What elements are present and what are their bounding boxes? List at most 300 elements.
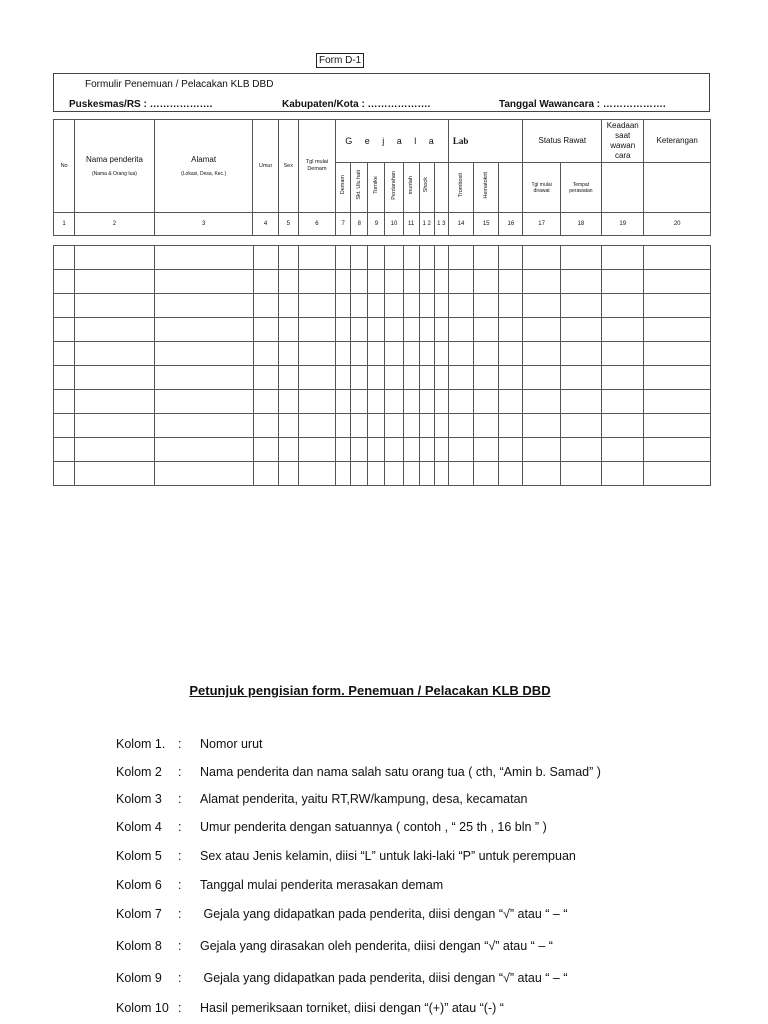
entry-cell[interactable] bbox=[602, 390, 644, 414]
entry-cell[interactable] bbox=[368, 246, 385, 270]
gejala-col-perdarahan: Perdarahan bbox=[385, 163, 403, 213]
entry-cell[interactable] bbox=[644, 342, 711, 366]
entry-cell[interactable] bbox=[560, 438, 601, 462]
entry-cell[interactable] bbox=[336, 414, 351, 438]
entry-cell[interactable] bbox=[253, 294, 278, 318]
entry-cell[interactable] bbox=[75, 342, 155, 366]
entry-cell[interactable] bbox=[419, 246, 434, 270]
col-number: 2 bbox=[75, 213, 155, 236]
entry-cell[interactable] bbox=[278, 342, 298, 366]
entry-cell[interactable] bbox=[54, 342, 75, 366]
entry-cell[interactable] bbox=[351, 414, 368, 438]
status-rawat-header: Status Rawat bbox=[523, 120, 602, 163]
entry-cell[interactable] bbox=[351, 294, 368, 318]
entry-cell[interactable] bbox=[403, 318, 419, 342]
form-code-label: Form D-1 bbox=[316, 53, 364, 68]
entry-cell[interactable] bbox=[499, 462, 523, 486]
entry-cell[interactable] bbox=[351, 438, 368, 462]
entry-cell[interactable] bbox=[385, 390, 403, 414]
entry-cell[interactable] bbox=[351, 342, 368, 366]
entry-cell[interactable] bbox=[448, 318, 473, 342]
entry-cell[interactable] bbox=[298, 318, 335, 342]
gejala-col-blank bbox=[434, 163, 448, 213]
col-alamat-subtitle: (Lokasi, Desa, Kec.) bbox=[181, 171, 227, 177]
entry-cell[interactable] bbox=[474, 414, 499, 438]
entry-cell[interactable] bbox=[298, 246, 335, 270]
entry-cell[interactable] bbox=[336, 246, 351, 270]
entry-cell[interactable] bbox=[298, 462, 335, 486]
entry-cell[interactable] bbox=[560, 246, 601, 270]
entry-cell[interactable] bbox=[385, 438, 403, 462]
entry-cell[interactable] bbox=[644, 246, 711, 270]
entry-cell[interactable] bbox=[298, 294, 335, 318]
entry-cell[interactable] bbox=[499, 390, 523, 414]
entry-cell[interactable] bbox=[523, 462, 560, 486]
gejala-col-demam: Demam bbox=[336, 163, 351, 213]
instruction-kolom: Kolom 10 bbox=[116, 1001, 169, 1015]
entry-cell[interactable] bbox=[560, 462, 601, 486]
entry-cell[interactable] bbox=[368, 342, 385, 366]
entry-cell[interactable] bbox=[434, 246, 448, 270]
entry-cell[interactable] bbox=[368, 414, 385, 438]
entry-cell[interactable] bbox=[253, 462, 278, 486]
entry-cell[interactable] bbox=[602, 366, 644, 390]
kabupaten-field[interactable]: Kabupaten/Kota : ………………. bbox=[282, 99, 431, 110]
entry-cell[interactable] bbox=[336, 294, 351, 318]
keterangan-sub-blank bbox=[644, 163, 711, 213]
entry-cell[interactable] bbox=[368, 270, 385, 294]
table-row bbox=[54, 270, 711, 294]
table-row bbox=[54, 414, 711, 438]
table-row bbox=[54, 462, 711, 486]
entry-cell[interactable] bbox=[336, 462, 351, 486]
entry-cell[interactable] bbox=[602, 342, 644, 366]
entry-cell[interactable] bbox=[560, 414, 601, 438]
entry-cell[interactable] bbox=[75, 366, 155, 390]
entry-cell[interactable] bbox=[403, 366, 419, 390]
entry-cell[interactable] bbox=[602, 462, 644, 486]
entry-cell[interactable] bbox=[448, 246, 473, 270]
entry-cell[interactable] bbox=[368, 318, 385, 342]
table-row bbox=[54, 294, 711, 318]
instruction-row bbox=[116, 737, 263, 751]
entry-cell[interactable] bbox=[602, 318, 644, 342]
instruction-row bbox=[116, 792, 527, 806]
entry-cell[interactable] bbox=[278, 270, 298, 294]
entry-cell[interactable] bbox=[154, 270, 253, 294]
instruction-text: Gejala yang didapatkan pada penderita, diisi dengan “√” atau “ – “ bbox=[200, 907, 568, 921]
entry-cell[interactable] bbox=[253, 438, 278, 462]
entry-cell[interactable] bbox=[403, 390, 419, 414]
entry-cell[interactable] bbox=[434, 294, 448, 318]
col-number: 17 bbox=[523, 213, 560, 236]
entry-cell[interactable] bbox=[403, 414, 419, 438]
entry-cell[interactable] bbox=[336, 438, 351, 462]
col-number: 10 bbox=[385, 213, 403, 236]
entry-cell[interactable] bbox=[602, 294, 644, 318]
col-number: 1 2 bbox=[419, 213, 434, 236]
lab-group-header: Lab bbox=[448, 120, 523, 163]
instruction-text: Nama penderita dan nama salah satu orang tua ( cth, “Amin b. Samad” ) bbox=[200, 765, 601, 779]
instruction-row bbox=[116, 939, 553, 953]
col-number: 18 bbox=[560, 213, 601, 236]
entry-cell[interactable] bbox=[434, 414, 448, 438]
entry-cell[interactable] bbox=[644, 294, 711, 318]
entry-cell[interactable] bbox=[403, 270, 419, 294]
entry-cell[interactable] bbox=[434, 438, 448, 462]
entry-cell[interactable] bbox=[448, 462, 473, 486]
instruction-row bbox=[116, 907, 568, 921]
entry-cell[interactable] bbox=[298, 438, 335, 462]
entry-cell[interactable] bbox=[385, 462, 403, 486]
table-row bbox=[54, 246, 711, 270]
entry-cell[interactable] bbox=[75, 318, 155, 342]
entry-cell[interactable] bbox=[54, 318, 75, 342]
entry-cell[interactable] bbox=[298, 270, 335, 294]
entry-cell[interactable] bbox=[54, 270, 75, 294]
entry-cell[interactable] bbox=[278, 414, 298, 438]
entry-cell[interactable] bbox=[419, 438, 434, 462]
entry-cell[interactable] bbox=[419, 366, 434, 390]
entry-cell[interactable] bbox=[385, 318, 403, 342]
col-nama-header bbox=[75, 120, 155, 213]
entry-cell[interactable] bbox=[278, 462, 298, 486]
puskesmas-field[interactable]: Puskesmas/RS : ………………. bbox=[69, 99, 213, 110]
instruction-sep: : bbox=[178, 1001, 182, 1015]
gejala-col-tornike: Tornike bbox=[368, 163, 385, 213]
entry-cell[interactable] bbox=[403, 462, 419, 486]
entry-cell[interactable] bbox=[75, 438, 155, 462]
entry-cell[interactable] bbox=[419, 318, 434, 342]
instruction-text: Gejala yang didapatkan pada penderita, diisi dengan “√” atau “ – “ bbox=[200, 971, 568, 985]
entry-cell[interactable] bbox=[154, 294, 253, 318]
entry-cell[interactable] bbox=[474, 246, 499, 270]
col-no-header: No bbox=[54, 120, 75, 213]
entry-cell[interactable] bbox=[523, 342, 560, 366]
instruction-text: Hasil pemeriksaan torniket, diisi dengan “(+)” atau “(-) “ bbox=[200, 1001, 504, 1015]
entry-cell[interactable] bbox=[75, 462, 155, 486]
entry-cell[interactable] bbox=[54, 462, 75, 486]
entry-cell[interactable] bbox=[448, 414, 473, 438]
entry-cell[interactable] bbox=[75, 270, 155, 294]
entry-cell[interactable] bbox=[448, 342, 473, 366]
entry-cell[interactable] bbox=[523, 246, 560, 270]
form-header-table bbox=[53, 119, 711, 236]
tanggal-wawancara-field[interactable]: Tanggal Wawancara : ………………. bbox=[499, 99, 666, 110]
col-number: 4 bbox=[253, 213, 278, 236]
entry-cell[interactable] bbox=[54, 294, 75, 318]
entry-cell[interactable] bbox=[351, 390, 368, 414]
entry-cell[interactable] bbox=[253, 270, 278, 294]
col-number: 19 bbox=[602, 213, 644, 236]
entry-cell[interactable] bbox=[253, 414, 278, 438]
col-nama-subtitle: (Nama & Orang tua) bbox=[91, 171, 137, 177]
entry-cell[interactable] bbox=[54, 366, 75, 390]
entry-cell[interactable] bbox=[154, 462, 253, 486]
entry-cell[interactable] bbox=[474, 390, 499, 414]
entry-cell[interactable] bbox=[154, 246, 253, 270]
table-row bbox=[54, 318, 711, 342]
entry-cell[interactable] bbox=[278, 294, 298, 318]
entry-cell[interactable] bbox=[474, 294, 499, 318]
entry-cell[interactable] bbox=[602, 270, 644, 294]
entry-cell[interactable] bbox=[75, 294, 155, 318]
entry-cell[interactable] bbox=[154, 438, 253, 462]
col-number: 1 bbox=[54, 213, 75, 236]
entry-cell[interactable] bbox=[644, 414, 711, 438]
col-number: 15 bbox=[474, 213, 499, 236]
lab-col-trombosit: Trombosit bbox=[448, 163, 473, 213]
entry-cell[interactable] bbox=[499, 342, 523, 366]
entry-cell[interactable] bbox=[474, 366, 499, 390]
instruction-sep: : bbox=[178, 878, 182, 892]
entry-cell[interactable] bbox=[336, 342, 351, 366]
col-alamat-header bbox=[154, 120, 253, 213]
entry-cell[interactable] bbox=[403, 246, 419, 270]
entry-cell[interactable] bbox=[448, 390, 473, 414]
entry-cell[interactable] bbox=[560, 270, 601, 294]
entry-cell[interactable] bbox=[351, 246, 368, 270]
table-row bbox=[54, 390, 711, 414]
instruction-kolom: Kolom 7 bbox=[116, 907, 162, 921]
entry-cell[interactable] bbox=[434, 318, 448, 342]
instruction-text: Umur penderita dengan satuannya ( contoh , “ 25 th , 16 bln ” ) bbox=[200, 820, 547, 834]
entry-cell[interactable] bbox=[474, 270, 499, 294]
col-number: 3 bbox=[154, 213, 253, 236]
entry-cell[interactable] bbox=[644, 438, 711, 462]
entry-cell[interactable] bbox=[351, 366, 368, 390]
entry-cell[interactable] bbox=[499, 270, 523, 294]
col-tgl-dirawat-header: Tgl mulai dirawat bbox=[523, 163, 560, 213]
entry-cell[interactable] bbox=[474, 462, 499, 486]
entry-cell[interactable] bbox=[560, 294, 601, 318]
entry-cell[interactable] bbox=[644, 462, 711, 486]
table-row bbox=[54, 438, 711, 462]
gejala-col-muntah: muntah bbox=[403, 163, 419, 213]
instruction-sep: : bbox=[178, 907, 182, 921]
entry-cell[interactable] bbox=[448, 270, 473, 294]
entry-cell[interactable] bbox=[385, 342, 403, 366]
entry-cell[interactable] bbox=[644, 318, 711, 342]
keterangan-header: Keterangan bbox=[644, 120, 711, 163]
instruction-row bbox=[116, 878, 443, 892]
entry-cell[interactable] bbox=[278, 246, 298, 270]
instruction-text: Tanggal mulai penderita merasakan demam bbox=[200, 878, 444, 892]
table-row bbox=[54, 366, 711, 390]
entry-cell[interactable] bbox=[253, 246, 278, 270]
entry-cell[interactable] bbox=[523, 414, 560, 438]
entry-cell[interactable] bbox=[253, 318, 278, 342]
entry-cell[interactable] bbox=[499, 366, 523, 390]
entry-cell[interactable] bbox=[403, 342, 419, 366]
entry-cell[interactable] bbox=[602, 438, 644, 462]
entry-cell[interactable] bbox=[499, 438, 523, 462]
entry-cell[interactable] bbox=[474, 318, 499, 342]
instruction-kolom: Kolom 9 bbox=[116, 971, 162, 985]
entry-cell[interactable] bbox=[434, 462, 448, 486]
entry-cell[interactable] bbox=[644, 366, 711, 390]
entry-cell[interactable] bbox=[278, 438, 298, 462]
gejala-col-shock: Shock bbox=[419, 163, 434, 213]
entry-cell[interactable] bbox=[253, 342, 278, 366]
entry-cell[interactable] bbox=[253, 390, 278, 414]
entry-cell[interactable] bbox=[602, 246, 644, 270]
entry-cell[interactable] bbox=[448, 438, 473, 462]
entry-cell[interactable] bbox=[75, 390, 155, 414]
lab-col-blank bbox=[499, 163, 523, 213]
instruction-row bbox=[116, 820, 547, 834]
entry-cell[interactable] bbox=[336, 390, 351, 414]
form-title: Formulir Penemuan / Pelacakan KLB DBD bbox=[85, 79, 274, 90]
entry-cell[interactable] bbox=[499, 246, 523, 270]
instruction-row bbox=[116, 971, 568, 985]
entry-cell[interactable] bbox=[154, 318, 253, 342]
entry-cell[interactable] bbox=[474, 342, 499, 366]
entry-cell[interactable] bbox=[560, 390, 601, 414]
gejala-col-ulu-hati: Skt. Ulu hati bbox=[351, 163, 368, 213]
entry-cell[interactable] bbox=[385, 366, 403, 390]
col-number: 20 bbox=[644, 213, 711, 236]
instruction-kolom: Kolom 3 bbox=[116, 792, 162, 806]
entry-cell[interactable] bbox=[448, 366, 473, 390]
entry-cell[interactable] bbox=[523, 366, 560, 390]
entry-cell[interactable] bbox=[523, 390, 560, 414]
entry-cell[interactable] bbox=[499, 294, 523, 318]
col-nama-title: Nama penderita bbox=[85, 155, 143, 164]
col-alamat-title: Alamat bbox=[191, 155, 217, 164]
entry-cell[interactable] bbox=[298, 414, 335, 438]
entry-cell[interactable] bbox=[351, 270, 368, 294]
entry-cell[interactable] bbox=[644, 270, 711, 294]
entry-cell[interactable] bbox=[336, 366, 351, 390]
entry-cell[interactable] bbox=[499, 318, 523, 342]
col-number: 11 bbox=[403, 213, 419, 236]
instruction-text: Sex atau Jenis kelamin, diisi “L” untuk laki-laki “P” untuk perempuan bbox=[200, 849, 576, 863]
entry-cell[interactable] bbox=[560, 342, 601, 366]
col-number: 14 bbox=[448, 213, 473, 236]
instruction-kolom: Kolom 4 bbox=[116, 820, 162, 834]
col-number: 9 bbox=[368, 213, 385, 236]
entry-cell[interactable] bbox=[644, 390, 711, 414]
entry-cell[interactable] bbox=[336, 318, 351, 342]
lab-col-hematokrit: Hematokrit bbox=[474, 163, 499, 213]
instruction-sep: : bbox=[178, 971, 182, 985]
instruction-row bbox=[116, 849, 576, 863]
instruction-kolom: Kolom 6 bbox=[116, 878, 162, 892]
entry-cell[interactable] bbox=[560, 318, 601, 342]
entry-cell[interactable] bbox=[448, 294, 473, 318]
entry-cell[interactable] bbox=[499, 414, 523, 438]
entry-cell[interactable] bbox=[419, 270, 434, 294]
entry-cell[interactable] bbox=[298, 390, 335, 414]
entry-cell[interactable] bbox=[385, 414, 403, 438]
instruction-sep: : bbox=[178, 849, 182, 863]
entry-cell[interactable] bbox=[368, 366, 385, 390]
entry-cell[interactable] bbox=[54, 390, 75, 414]
entry-cell[interactable] bbox=[560, 366, 601, 390]
entry-cell[interactable] bbox=[368, 462, 385, 486]
instruction-kolom: Kolom 5 bbox=[116, 849, 162, 863]
entry-cell[interactable] bbox=[419, 462, 434, 486]
entry-cell[interactable] bbox=[434, 270, 448, 294]
entry-cell[interactable] bbox=[523, 294, 560, 318]
entry-cell[interactable] bbox=[434, 366, 448, 390]
entry-cell[interactable] bbox=[523, 318, 560, 342]
entry-cell[interactable] bbox=[253, 366, 278, 390]
entry-cell[interactable] bbox=[278, 390, 298, 414]
entry-cell[interactable] bbox=[474, 438, 499, 462]
col-number: 5 bbox=[278, 213, 298, 236]
entry-cell[interactable] bbox=[54, 438, 75, 462]
entry-cell[interactable] bbox=[434, 342, 448, 366]
col-number: 16 bbox=[499, 213, 523, 236]
entry-cell[interactable] bbox=[54, 246, 75, 270]
entry-cell[interactable] bbox=[403, 438, 419, 462]
entry-cell[interactable] bbox=[419, 390, 434, 414]
entry-cell[interactable] bbox=[434, 390, 448, 414]
entry-cell[interactable] bbox=[602, 414, 644, 438]
entry-cell[interactable] bbox=[419, 294, 434, 318]
entry-cell[interactable] bbox=[154, 414, 253, 438]
col-umur-header: Umur bbox=[253, 120, 278, 213]
col-number: 1 3 bbox=[434, 213, 448, 236]
entry-cell[interactable] bbox=[298, 342, 335, 366]
col-tempat-perawatan-header: Tempat perawatan bbox=[560, 163, 601, 213]
entry-cell[interactable] bbox=[368, 294, 385, 318]
instruction-sep: : bbox=[178, 765, 182, 779]
entry-cell[interactable] bbox=[419, 414, 434, 438]
instruction-sep: : bbox=[178, 737, 182, 751]
instruction-text: Nomor urut bbox=[200, 737, 263, 751]
entry-cell[interactable] bbox=[75, 414, 155, 438]
entry-cell[interactable] bbox=[385, 246, 403, 270]
data-entry-table bbox=[53, 245, 711, 486]
instructions-title: Petunjuk pengisian form. Penemuan / Pelacakan KLB DBD bbox=[189, 683, 551, 698]
instruction-row bbox=[116, 765, 601, 779]
entry-cell[interactable] bbox=[154, 342, 253, 366]
col-tgl-mulai-header: Tgl mulai Demam bbox=[298, 120, 335, 213]
entry-cell[interactable] bbox=[368, 390, 385, 414]
entry-cell[interactable] bbox=[385, 270, 403, 294]
entry-cell[interactable] bbox=[351, 318, 368, 342]
col-sex-header: Sex bbox=[278, 120, 298, 213]
entry-cell[interactable] bbox=[368, 438, 385, 462]
entry-cell[interactable] bbox=[154, 366, 253, 390]
entry-cell[interactable] bbox=[403, 294, 419, 318]
gejala-group-header: G e j a l a bbox=[336, 120, 449, 163]
entry-cell[interactable] bbox=[419, 342, 434, 366]
entry-cell[interactable] bbox=[351, 462, 368, 486]
instruction-kolom: Kolom 1. bbox=[116, 737, 166, 751]
instruction-sep: : bbox=[178, 939, 182, 953]
instruction-row bbox=[116, 1001, 504, 1015]
entry-cell[interactable] bbox=[75, 246, 155, 270]
entry-cell[interactable] bbox=[385, 294, 403, 318]
instruction-text: Gejala yang dirasakan oleh penderita, diisi dengan “√” atau “ – “ bbox=[200, 939, 553, 953]
entry-cell[interactable] bbox=[278, 366, 298, 390]
col-number: 8 bbox=[351, 213, 368, 236]
entry-cell[interactable] bbox=[523, 270, 560, 294]
entry-cell[interactable] bbox=[298, 366, 335, 390]
entry-cell[interactable] bbox=[336, 270, 351, 294]
entry-cell[interactable] bbox=[54, 414, 75, 438]
keadaan-sub-blank bbox=[602, 163, 644, 213]
col-number: 6 bbox=[298, 213, 335, 236]
entry-cell[interactable] bbox=[523, 438, 560, 462]
instruction-kolom: Kolom 8 bbox=[116, 939, 162, 953]
entry-cell[interactable] bbox=[278, 318, 298, 342]
entry-cell[interactable] bbox=[154, 390, 253, 414]
